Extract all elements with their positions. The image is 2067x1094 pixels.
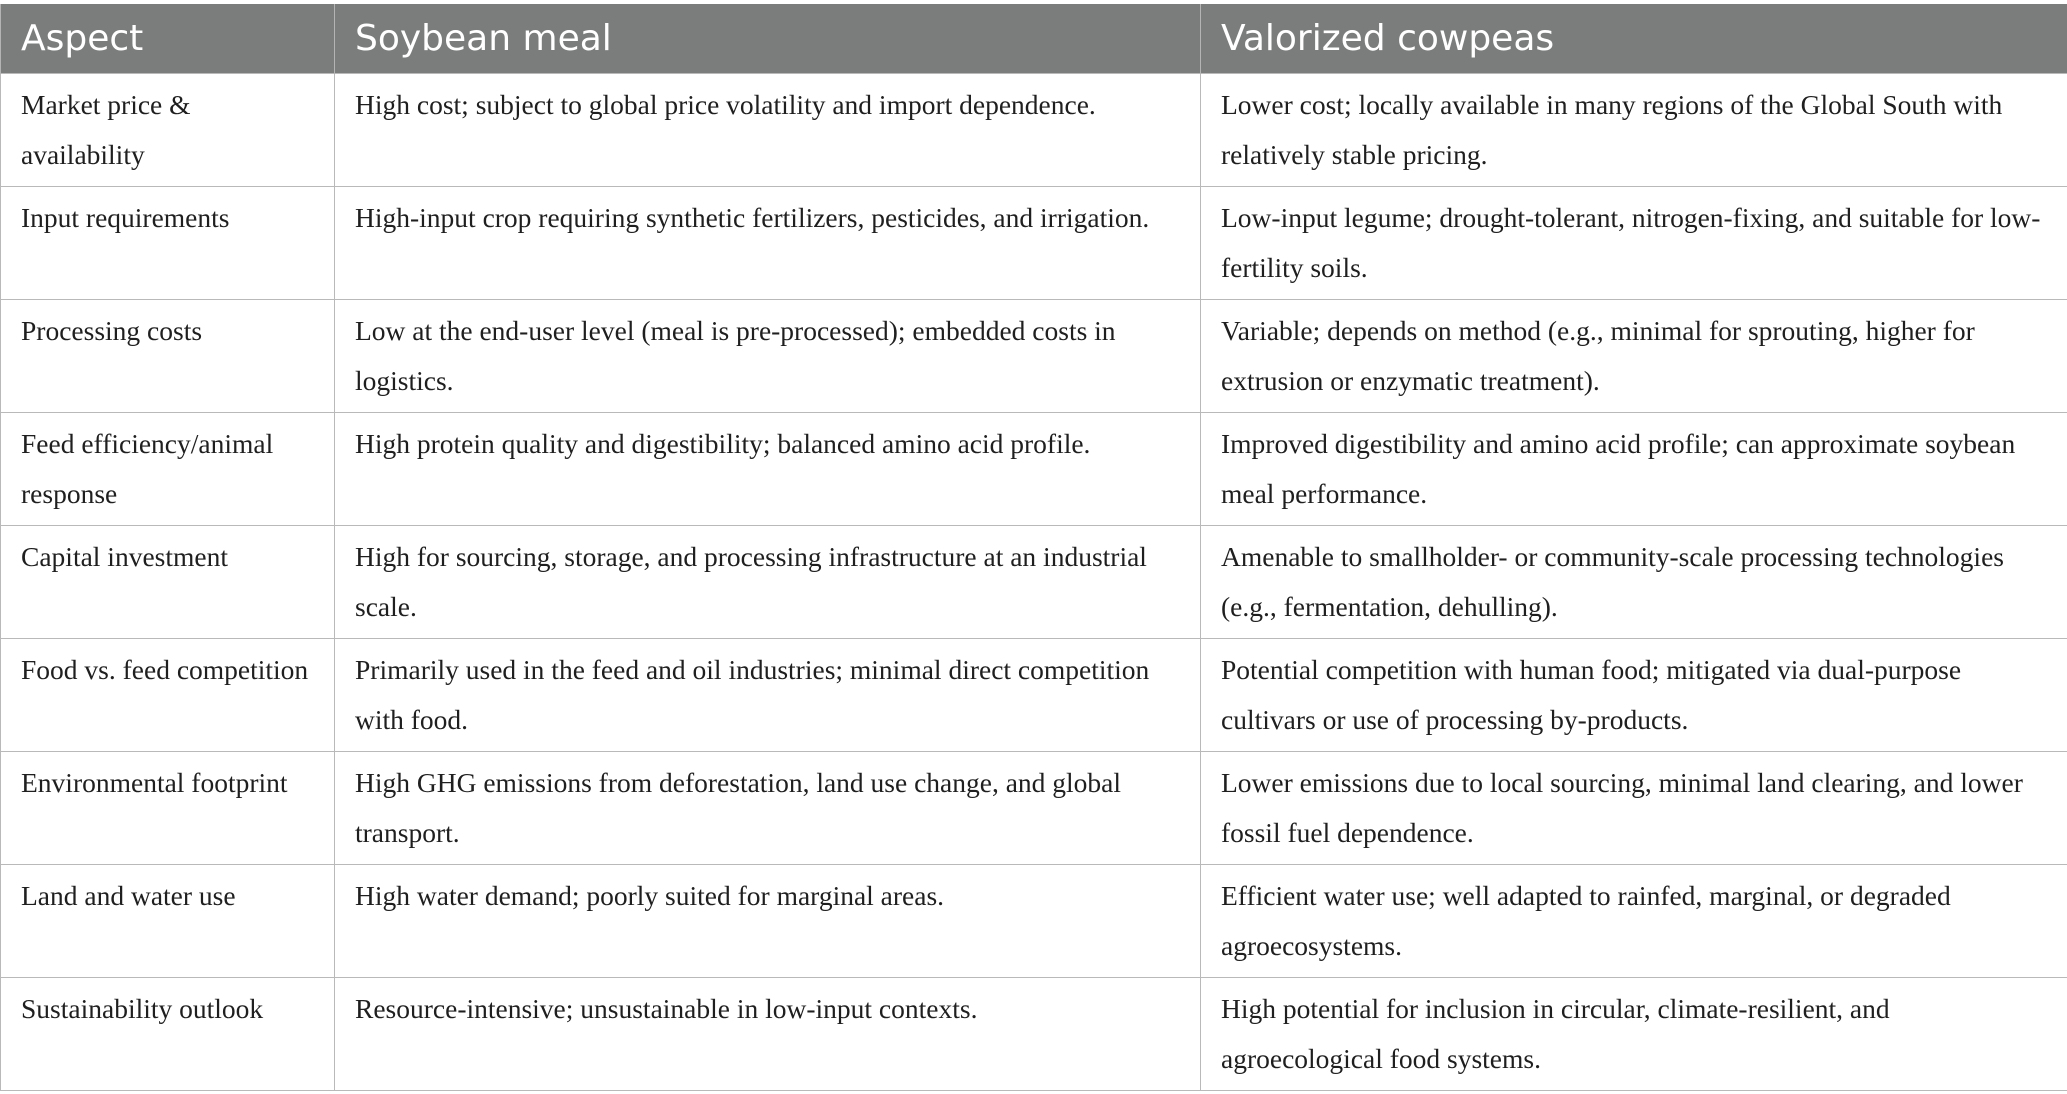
- cell-soybean: Resource-intensive; unsustainable in low-input contexts.: [335, 978, 1201, 1091]
- cell-soybean: High for sourcing, storage, and processing infrastructure at an industrial scale.: [335, 526, 1201, 639]
- cell-aspect: Capital investment: [1, 526, 335, 639]
- cell-cowpeas: High potential for inclusion in circular, climate-resilient, and agroecological food systems.: [1201, 978, 2067, 1091]
- header-aspect: Aspect: [1, 4, 335, 74]
- table-row: [1, 978, 2067, 1091]
- cell-soybean: High water demand; poorly suited for marginal areas.: [335, 865, 1201, 978]
- header-row: [1, 4, 2067, 74]
- table-row: [1, 413, 2067, 526]
- cell-soybean: High protein quality and digestibility; balanced amino acid profile.: [335, 413, 1201, 526]
- cell-soybean: High-input crop requiring synthetic fertilizers, pesticides, and irrigation.: [335, 187, 1201, 300]
- cell-aspect: Processing costs: [1, 300, 335, 413]
- table-row: [1, 526, 2067, 639]
- cell-cowpeas: Amenable to smallholder- or community-scale processing technologies (e.g., fermentation, dehulling).: [1201, 526, 2067, 639]
- cell-aspect: Environmental footprint: [1, 752, 335, 865]
- header-valorized-cowpeas: Valorized cowpeas: [1201, 4, 2067, 74]
- cell-cowpeas: Low-input legume; drought-tolerant, nitrogen-fixing, and suitable for low-fertility soils.: [1201, 187, 2067, 300]
- cell-cowpeas: Lower emissions due to local sourcing, minimal land clearing, and lower fossil fuel dependence.: [1201, 752, 2067, 865]
- table-row: [1, 300, 2067, 413]
- comparison-table: [0, 4, 2067, 1091]
- table-row: [1, 187, 2067, 300]
- cell-aspect: Market price & availability: [1, 74, 335, 187]
- table-body: [1, 74, 2067, 1091]
- cell-aspect: Food vs. feed competition: [1, 639, 335, 752]
- cell-soybean: High GHG emissions from deforestation, land use change, and global transport.: [335, 752, 1201, 865]
- table-header: [1, 4, 2067, 74]
- table-row: [1, 74, 2067, 187]
- cell-cowpeas: Improved digestibility and amino acid profile; can approximate soybean meal performance.: [1201, 413, 2067, 526]
- cell-cowpeas: Efficient water use; well adapted to rainfed, marginal, or degraded agroecosystems.: [1201, 865, 2067, 978]
- cell-cowpeas: Potential competition with human food; mitigated via dual-purpose cultivars or use of processing by-products.: [1201, 639, 2067, 752]
- cell-aspect: Sustainability outlook: [1, 978, 335, 1091]
- cell-soybean: Primarily used in the feed and oil industries; minimal direct competition with food.: [335, 639, 1201, 752]
- cell-aspect: Feed efficiency/animal response: [1, 413, 335, 526]
- cell-soybean: High cost; subject to global price volatility and import dependence.: [335, 74, 1201, 187]
- cell-aspect: Input requirements: [1, 187, 335, 300]
- header-soybean-meal: Soybean meal: [335, 4, 1201, 74]
- cell-soybean: Low at the end-user level (meal is pre-processed); embedded costs in logistics.: [335, 300, 1201, 413]
- cell-cowpeas: Variable; depends on method (e.g., minimal for sprouting, higher for extrusion or enzymatic treatment).: [1201, 300, 2067, 413]
- table-row: [1, 752, 2067, 865]
- comparison-table-container: [0, 4, 2067, 1091]
- cell-cowpeas: Lower cost; locally available in many regions of the Global South with relatively stable pricing.: [1201, 74, 2067, 187]
- table-row: [1, 865, 2067, 978]
- cell-aspect: Land and water use: [1, 865, 335, 978]
- table-row: [1, 639, 2067, 752]
